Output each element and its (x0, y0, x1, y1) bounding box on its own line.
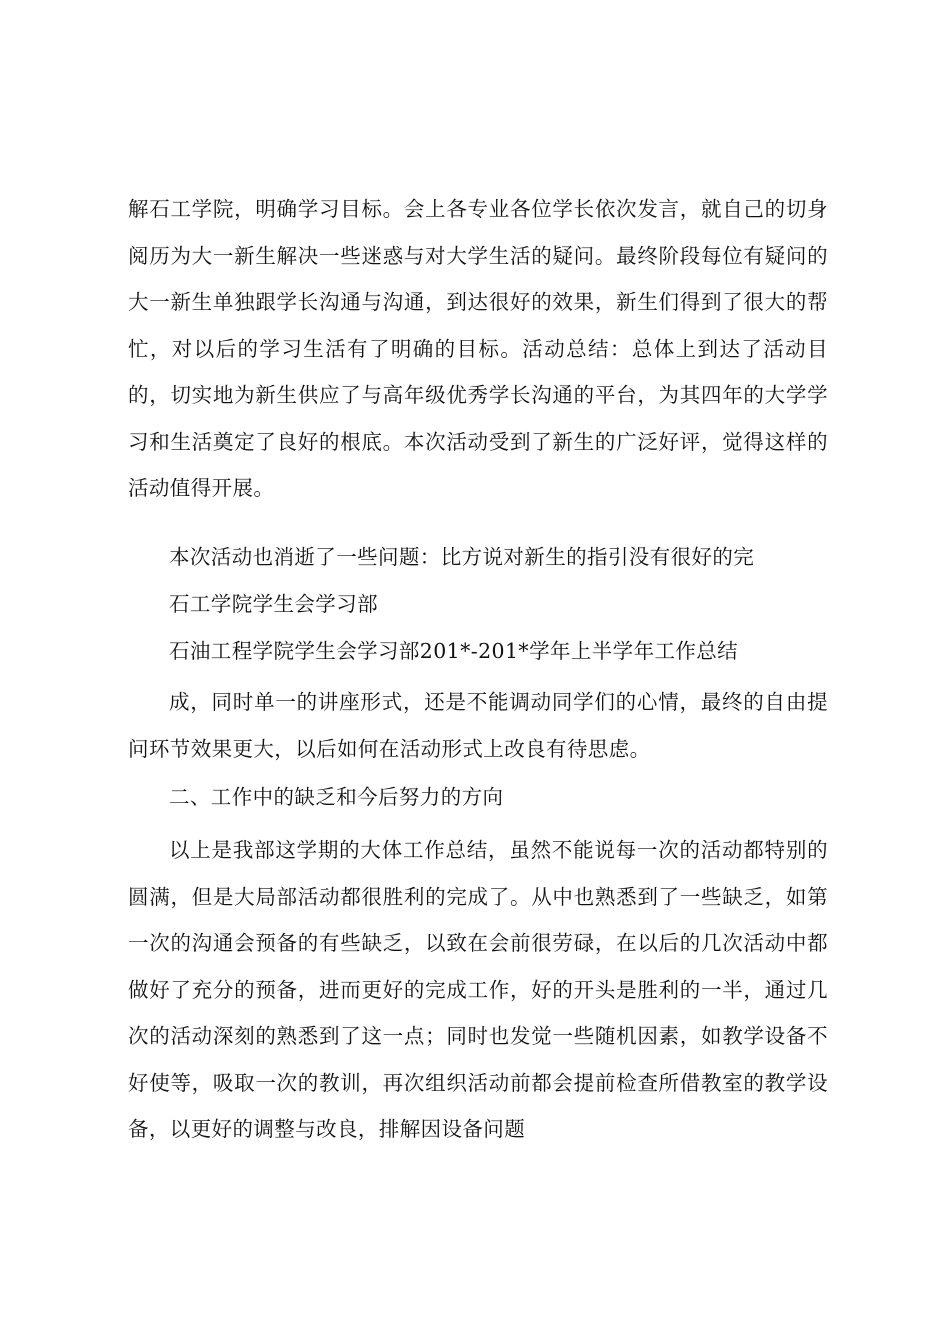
paragraph-work-summary: 以上是我部这学期的大体工作总结，虽然不能说每一次的活动都特别的圆满，但是大局部活动都很胜利的完成了。从中也熟悉到了一些缺乏，如第一次的沟通会预备的有些缺乏，以致在会前很劳碌，在以后的几次活动中都做好了充分的预备，进而更好的完成工作，好的开头是胜利的一半，通过几次的活动深刻的熟悉到了这一点；同时也发觉一些随机因素，如教学设备不好使等，吸取一次的教训，再次组织活动前都会提前检查所借教室的教学设备，以更好的调整与改良，排解因设备问题 (128, 838, 828, 1141)
paragraph-summary-title: 石油工程学院学生会学习部201*-201*学年上半学年工作总结 (169, 639, 739, 663)
section-heading-shortcomings: 二、工作中的缺乏和今后努力的方向 (169, 785, 504, 809)
paragraph-department-name: 石工学院学生会学习部 (169, 592, 378, 616)
paragraph-activity-summary: 解石工学院，明确学习目标。会上各专业各位学长依次发言，就自己的切身阅历为大一新生解决一些迷惑与对大学生活的疑问。最终阶段每位有疑问的大一新生单独跟学长沟通与沟通，到达很好的效果，新生们得到了很大的帮忙，对以后的学习生活有了明确的目标。活动总结：总体上到达了活动目的，切实地为新生供应了与高年级优秀学长沟通的平台，为其四年的大学学习和生活奠定了良好的根底。本次活动受到了新生的广泛好评，觉得这样的活动值得开展。 (128, 197, 828, 500)
paragraph-problems: 本次活动也消逝了一些问题：比方说对新生的指引没有很好的完 (169, 545, 755, 569)
paragraph-lecture-format: 成，同时单一的讲座形式，还是不能调动同学们的心情，最终的自由提问环节效果更大，以后如何在活动形式上改良有待思虑。 (128, 690, 828, 761)
